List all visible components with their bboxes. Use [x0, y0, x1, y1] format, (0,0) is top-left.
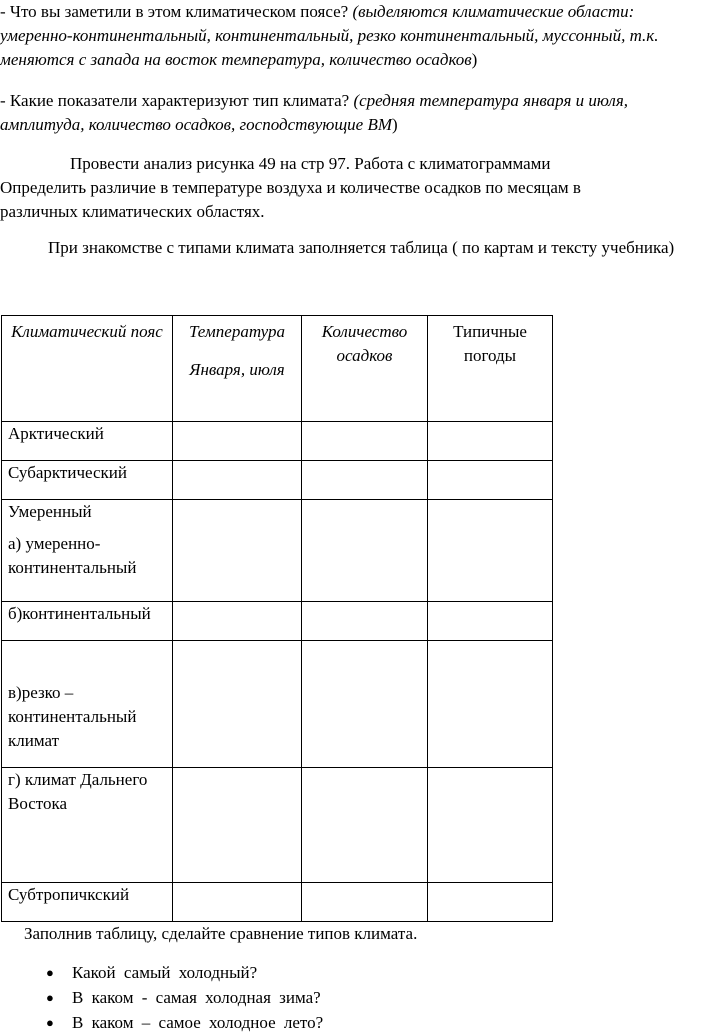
table-cell[interactable] — [428, 602, 553, 641]
row-label-arctic: Арктический — [2, 422, 173, 461]
table-row — [2, 883, 553, 922]
bullet-icon: ● — [46, 965, 54, 980]
table-cell[interactable] — [173, 883, 302, 922]
table-cell[interactable] — [173, 461, 302, 500]
table-cell[interactable] — [302, 768, 428, 883]
row-label-temperate-b: б)континентальный — [2, 602, 173, 641]
question-features-answer: (выделяются климатические области: умеренно-континентальный, континентальный, резко континентальный, муссонный, т.к. меняются с запада на восток температура, количество осадков — [0, 2, 659, 69]
table-cell[interactable] — [302, 602, 428, 641]
task-title: Провести анализ рисунка 49 на стр 97. Работа с климатограммами — [70, 154, 551, 173]
list-item — [0, 960, 323, 985]
table-cell[interactable] — [428, 422, 553, 461]
question-features-tail: ) — [471, 50, 478, 69]
header-temperature-sub: Января, июля — [189, 360, 285, 379]
row-label-temperate-d: г) климат Дальнего Востока — [2, 768, 173, 883]
table-row — [2, 768, 553, 883]
table-cell[interactable] — [173, 602, 302, 641]
question-indicators — [0, 89, 700, 137]
question-text: В каком – самое холодное лето? — [72, 1013, 324, 1032]
table-header-row — [2, 316, 553, 422]
table-row — [2, 500, 553, 602]
header-precipitation: Количество осадков — [302, 316, 428, 422]
list-item — [0, 985, 323, 1010]
question-text: В каком - самая холодная зима? — [72, 988, 321, 1007]
question-features — [0, 0, 700, 72]
table-cell[interactable] — [302, 422, 428, 461]
row-label-subarctic: Субарктический — [2, 461, 173, 500]
table-cell[interactable] — [428, 641, 553, 768]
header-weather: Типичные погоды — [428, 316, 553, 422]
table-cell[interactable] — [173, 422, 302, 461]
question-features-text: - Что вы заметили в этом климатическом поясе? — [0, 2, 353, 21]
table-row — [2, 641, 553, 768]
table-row — [2, 422, 553, 461]
question-indicators-tail: ) — [392, 115, 398, 134]
bullet-icon: ● — [46, 990, 54, 1005]
row-label-temperate-a: а) умеренно-континентальный — [8, 534, 137, 577]
question-text: Какой самый холодный? — [72, 963, 258, 982]
table-cell[interactable] — [173, 500, 302, 602]
table-cell[interactable] — [302, 883, 428, 922]
table-row — [2, 602, 553, 641]
header-temperature — [173, 316, 302, 422]
table-cell[interactable] — [173, 641, 302, 768]
table-cell[interactable] — [428, 768, 553, 883]
row-label-temperate-c: в)резко – континентальный климат — [2, 641, 173, 768]
row-label-temperate — [2, 500, 173, 602]
table-cell[interactable] — [173, 768, 302, 883]
question-indicators-answer: (средняя температура января и июля, амплитуда, количество осадков, господствующие ВМ — [0, 91, 628, 134]
row-label-temperate-title: Умеренный — [8, 502, 92, 521]
list-item — [0, 1010, 323, 1035]
question-list — [0, 960, 323, 1035]
table-cell[interactable] — [302, 641, 428, 768]
question-indicators-text: - Какие показатели характеризуют тип климата? — [0, 91, 354, 110]
table-cell[interactable] — [302, 500, 428, 602]
header-belt: Климатический пояс — [2, 316, 173, 422]
climate-table — [1, 315, 553, 922]
bullet-icon: ● — [46, 1015, 54, 1030]
table-cell[interactable] — [428, 500, 553, 602]
table-cell[interactable] — [302, 461, 428, 500]
table-row — [2, 461, 553, 500]
table-cell[interactable] — [428, 461, 553, 500]
row-label-subtropical: Субтропичкский — [2, 883, 173, 922]
task-description: Определить различие в температуре воздуха и количестве осадков по месяцам в различных климатических областях. — [0, 178, 581, 221]
conclusion-text: Заполнив таблицу, сделайте сравнение типов климата. — [24, 924, 418, 943]
table-cell[interactable] — [428, 883, 553, 922]
header-temperature-label: Температура — [188, 322, 286, 341]
table-intro: При знакомстве с типами климата заполняется таблица ( по картам и тексту учебника) — [48, 238, 675, 257]
